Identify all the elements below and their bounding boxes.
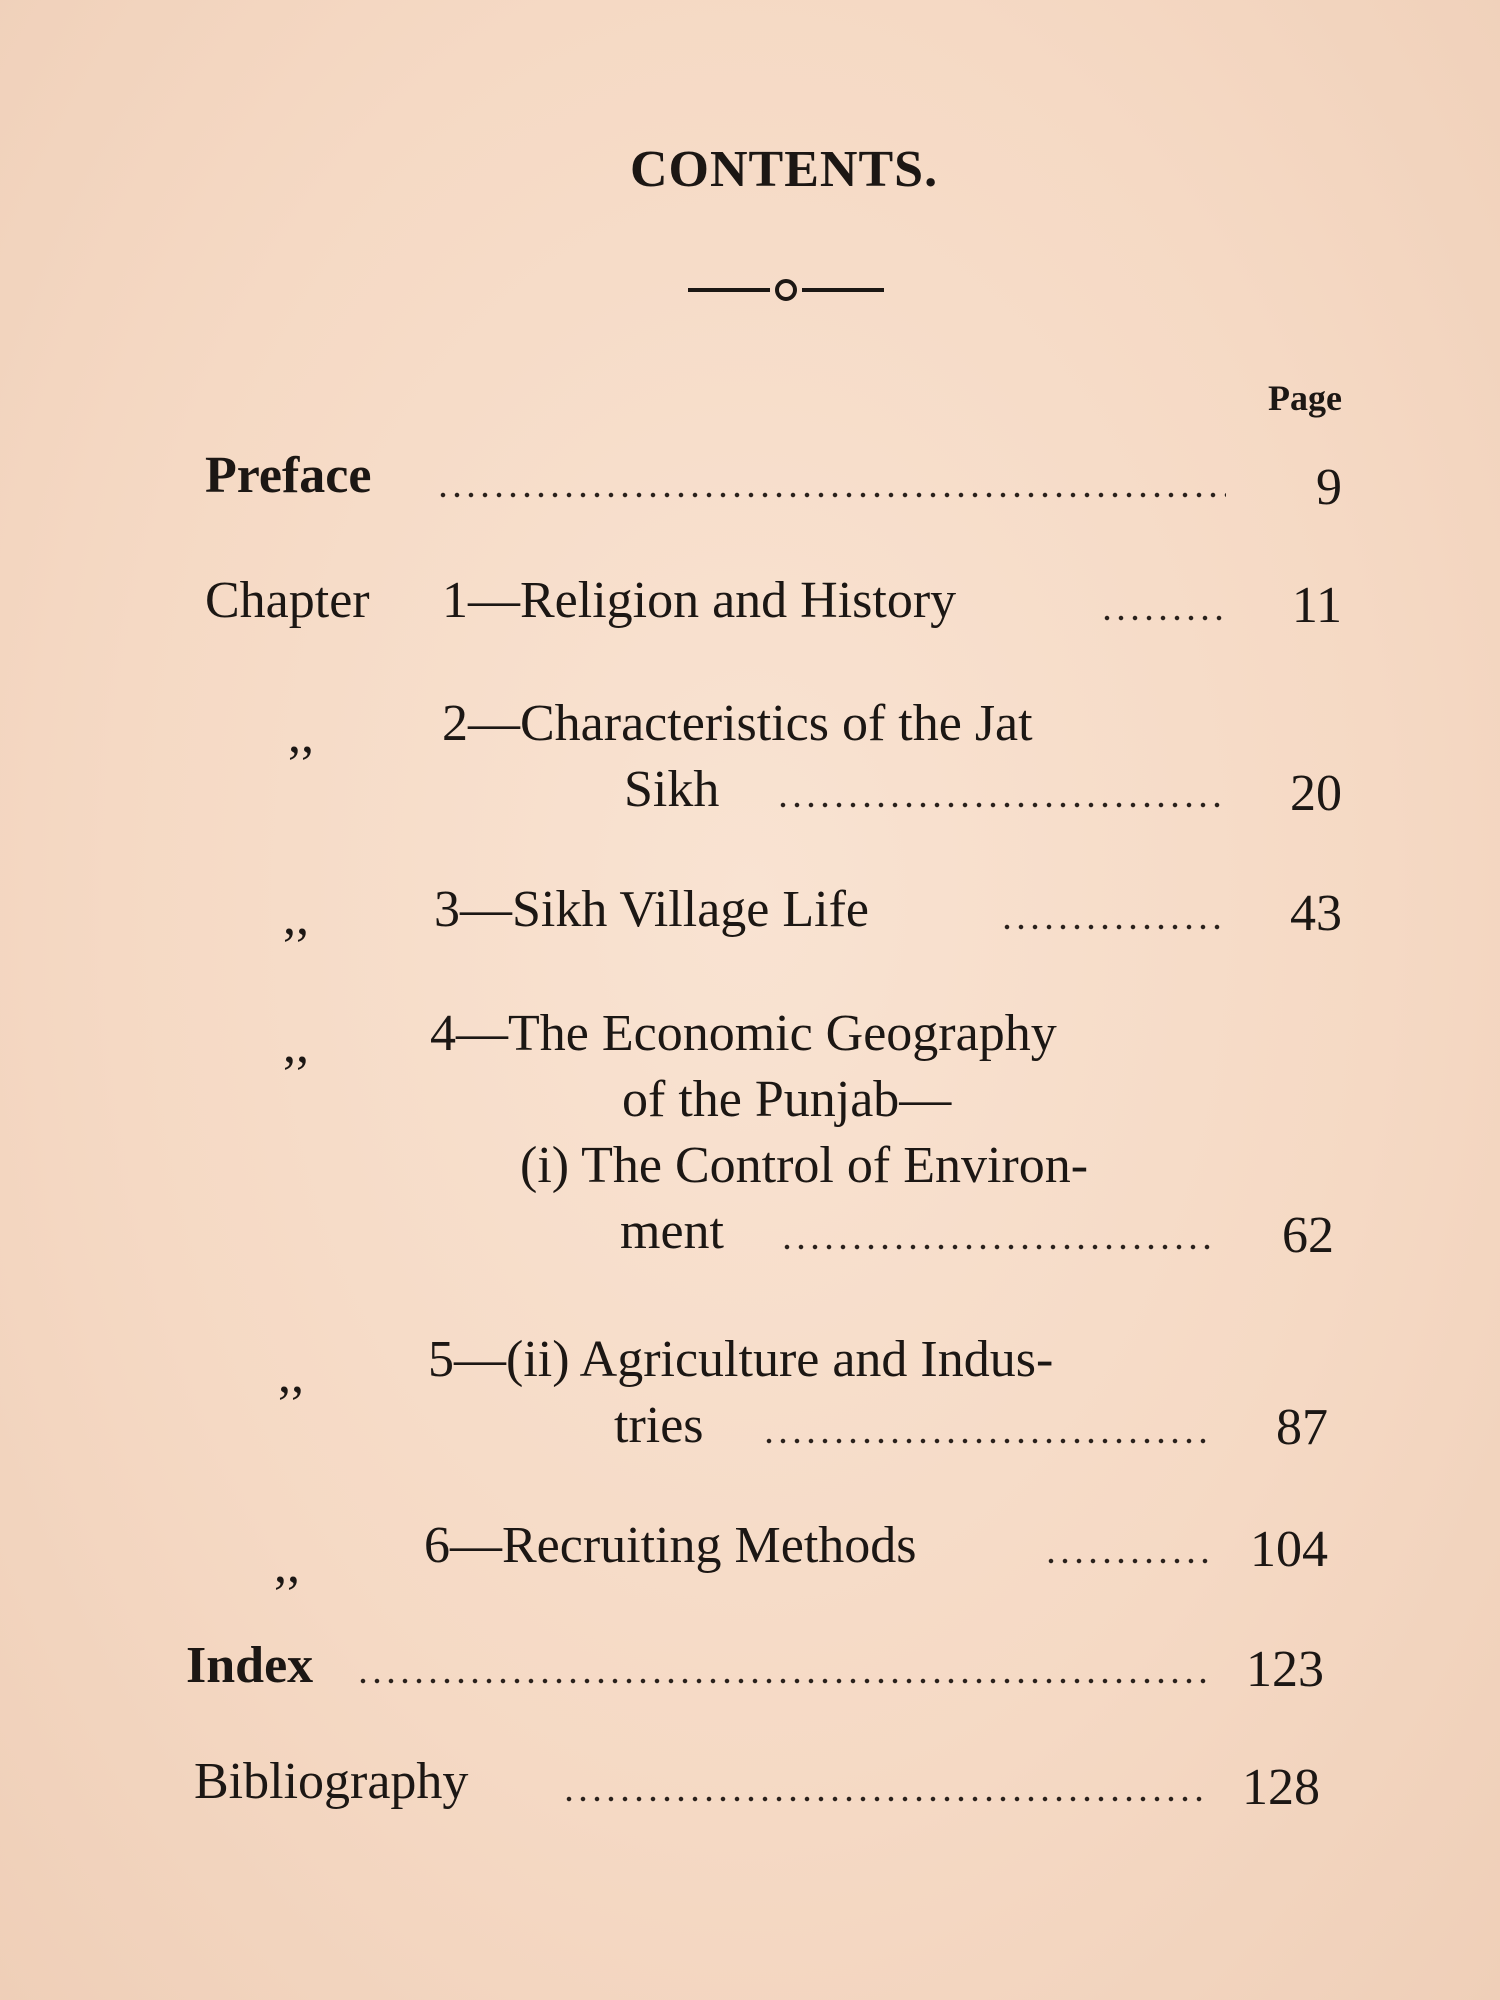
leader-dots	[436, 492, 1226, 498]
leader-dots	[762, 1438, 1214, 1444]
chapter-2-title-line2: Sikh	[624, 761, 720, 818]
chapter-4-title-line2: of the Punjab—	[622, 1071, 952, 1128]
ditto-marker: ,,	[283, 889, 309, 946]
page-column-header: Page	[1268, 378, 1342, 418]
page-title: CONTENTS.	[630, 141, 939, 198]
ditto-marker: ,,	[288, 707, 314, 764]
bibliography-label: Bibliography	[194, 1753, 469, 1810]
preface-page: 9	[1316, 459, 1342, 516]
chapter-5-title-line2: tries	[614, 1397, 704, 1454]
chapter-3-title: 3—Sikh Village Life	[434, 881, 869, 938]
leader-dots	[1000, 924, 1224, 930]
chapter-5-page: 87	[1276, 1399, 1328, 1456]
preface-label: Preface	[205, 447, 372, 504]
leader-dots	[780, 1244, 1218, 1250]
leader-dots	[776, 802, 1224, 808]
divider-ornament	[688, 272, 884, 308]
chapter-6-page: 104	[1250, 1521, 1328, 1578]
leader-dots	[356, 1678, 1210, 1684]
leader-dots	[1100, 615, 1226, 621]
bibliography-page: 128	[1242, 1759, 1320, 1816]
chapter-4-title-line3: (i) The Control of Environ-	[520, 1137, 1089, 1194]
leader-dots	[562, 1796, 1206, 1802]
ditto-marker: ,,	[283, 1017, 309, 1074]
leader-dots	[1044, 1558, 1212, 1564]
chapter-1-page: 11	[1291, 577, 1342, 634]
index-label: Index	[186, 1637, 314, 1694]
chapter-4-page: 62	[1282, 1207, 1334, 1264]
ditto-marker: ,,	[274, 1537, 300, 1594]
chapter-2-page: 20	[1290, 765, 1342, 822]
ditto-marker: ,,	[278, 1347, 304, 1404]
chapter-marker: Chapter	[205, 572, 370, 629]
chapter-1-title: 1—Religion and History	[442, 572, 957, 629]
chapter-4-title-line4: ment	[620, 1203, 724, 1260]
chapter-4-title-line1: 4—The Economic Geography	[430, 1005, 1057, 1062]
chapter-6-title: 6—Recruiting Methods	[424, 1517, 917, 1574]
chapter-5-title-line1: 5—(ii) Agriculture and Indus-	[428, 1331, 1054, 1388]
chapter-2-title-line1: 2—Characteristics of the Jat	[442, 695, 1033, 752]
index-page: 123	[1246, 1641, 1324, 1698]
chapter-3-page: 43	[1290, 885, 1342, 942]
